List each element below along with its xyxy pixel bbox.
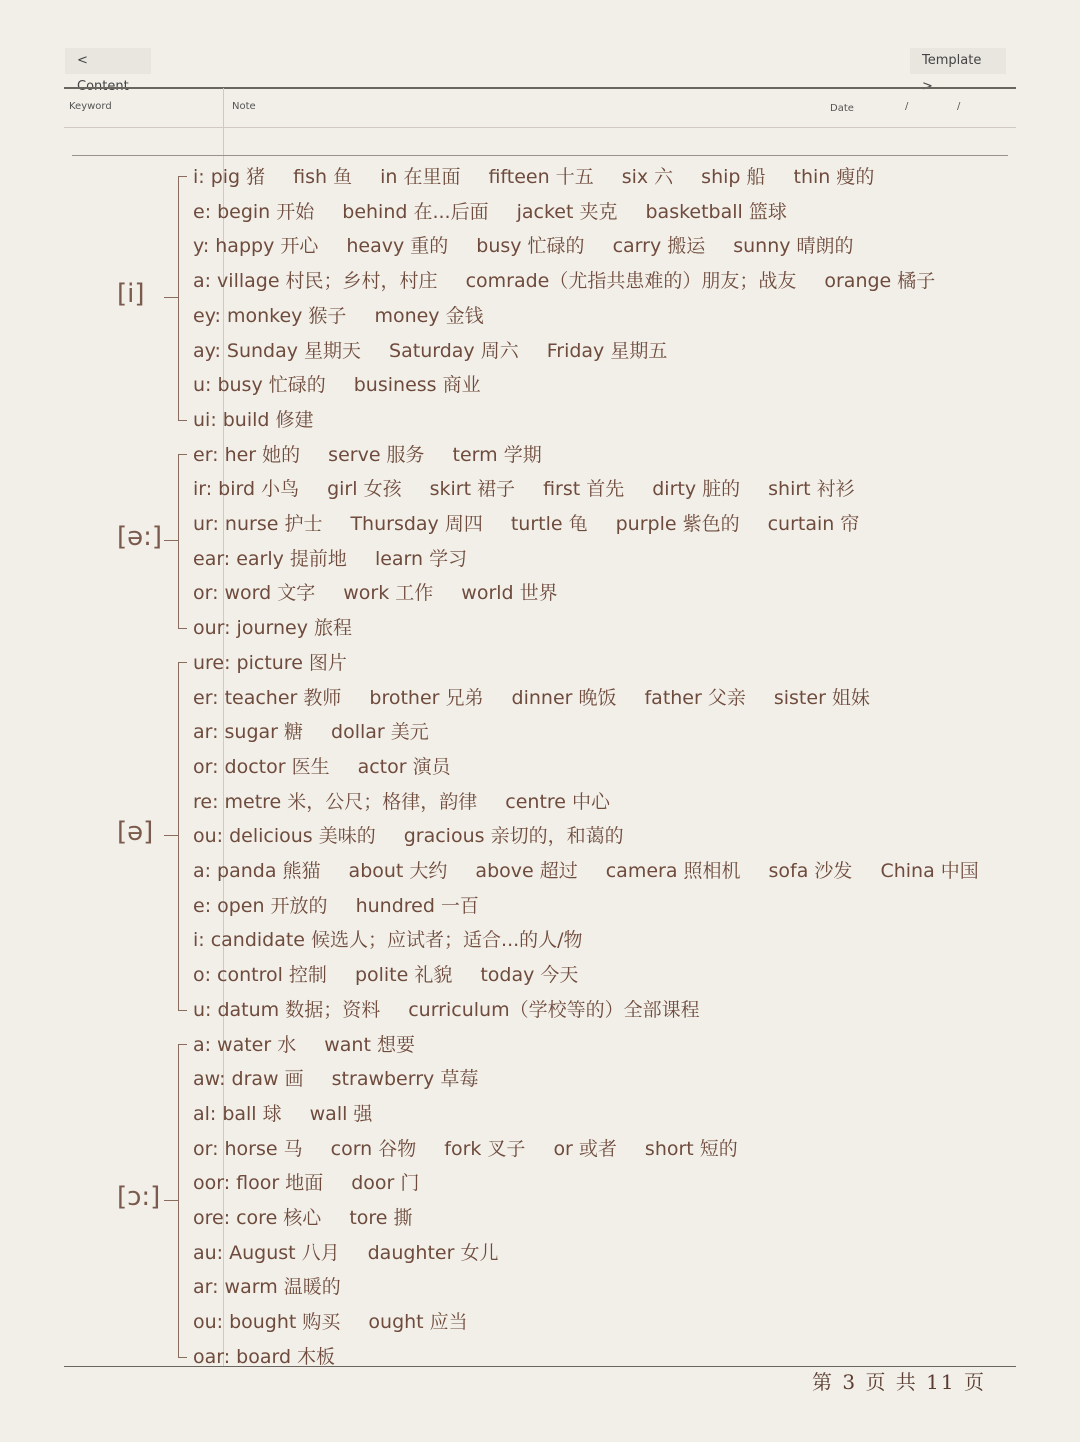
example-word: dinner 晚饭 bbox=[511, 686, 617, 709]
spelling-pattern: i: bbox=[193, 929, 205, 952]
example-word: turtle 龟 bbox=[510, 513, 588, 535]
example-word: Thursday 周四 bbox=[350, 513, 483, 535]
spelling-row bbox=[193, 1272, 341, 1302]
example-word: water 水 bbox=[217, 1033, 297, 1056]
spelling-pattern: ou: bbox=[193, 1311, 224, 1334]
example-word: first 首先 bbox=[543, 478, 625, 501]
spelling-pattern: ir: bbox=[193, 478, 213, 501]
spelling-row bbox=[193, 613, 352, 643]
spelling-row bbox=[193, 960, 578, 990]
example-word: thin 瘦的 bbox=[793, 166, 875, 188]
spelling-row bbox=[193, 266, 935, 296]
group-bracket bbox=[178, 176, 187, 421]
spelling-pattern: ar: bbox=[193, 1276, 219, 1299]
example-word: tore 撕 bbox=[349, 1207, 413, 1229]
example-word: term 学期 bbox=[452, 443, 542, 466]
spelling-pattern: er: bbox=[193, 443, 219, 466]
example-word: centre 中心 bbox=[505, 790, 611, 813]
example-word: door 门 bbox=[351, 1172, 420, 1195]
group-bracket-tick bbox=[164, 297, 178, 298]
example-word: fork 叉子 bbox=[444, 1137, 526, 1160]
example-word: ought 应当 bbox=[368, 1311, 468, 1334]
example-word: delicious 美味的 bbox=[229, 825, 376, 848]
example-word: behind 在...后面 bbox=[342, 200, 489, 223]
spelling-pattern: ou: bbox=[193, 825, 224, 848]
spelling-pattern: ay: bbox=[193, 339, 221, 362]
example-word: carry 搬运 bbox=[612, 235, 706, 258]
spelling-row bbox=[193, 197, 787, 227]
spelling-pattern: ey: bbox=[193, 304, 221, 327]
example-word: ship 船 bbox=[701, 166, 766, 188]
back-to-content-button[interactable]: < Content bbox=[65, 48, 151, 74]
spelling-pattern: ear: bbox=[193, 547, 231, 570]
template-button[interactable]: Template > bbox=[910, 48, 1006, 74]
example-word: board 木板 bbox=[236, 1345, 336, 1368]
spelling-row bbox=[193, 752, 451, 782]
date-separator: / bbox=[957, 101, 961, 112]
page-number: 第 3 页 共 11 页 bbox=[812, 1370, 986, 1394]
spelling-pattern: oar: bbox=[193, 1345, 231, 1368]
example-word: want 想要 bbox=[324, 1033, 415, 1056]
header-top-rule bbox=[64, 87, 1016, 89]
date-label: Date bbox=[830, 103, 854, 114]
spelling-row bbox=[193, 405, 314, 435]
example-word: father 父亲 bbox=[644, 686, 746, 709]
example-word: heavy 重的 bbox=[346, 235, 449, 258]
spelling-row bbox=[193, 683, 870, 713]
example-word: camera 照相机 bbox=[605, 860, 741, 882]
example-word: or 或者 bbox=[553, 1137, 617, 1160]
example-word: gracious 亲切的，和蔼的 bbox=[403, 825, 624, 848]
spelling-row bbox=[193, 162, 874, 192]
spelling-row bbox=[193, 336, 667, 366]
example-word: brother 兄弟 bbox=[369, 686, 484, 709]
example-word: business 商业 bbox=[353, 374, 481, 397]
example-word: journey 旅程 bbox=[236, 617, 352, 640]
example-word: early 提前地 bbox=[236, 547, 347, 570]
ipa-symbol: [ə:] bbox=[117, 522, 163, 553]
example-word: panda 熊猫 bbox=[217, 860, 321, 882]
spelling-pattern: ure: bbox=[193, 651, 231, 674]
example-word: skirt 裙子 bbox=[429, 478, 516, 501]
spelling-pattern: o: bbox=[193, 964, 212, 987]
spelling-pattern: or: bbox=[193, 582, 219, 605]
example-word: picture 图片 bbox=[236, 651, 347, 674]
example-word: corn 谷物 bbox=[330, 1137, 417, 1160]
spelling-row bbox=[193, 925, 583, 955]
example-word: metre 米，公尺；格律，韵律 bbox=[224, 790, 478, 813]
example-word: her 她的 bbox=[224, 443, 301, 466]
example-word: sunny 晴朗的 bbox=[733, 235, 854, 258]
spelling-row bbox=[193, 1134, 738, 1164]
example-word: begin 开始 bbox=[217, 200, 315, 223]
example-word: floor 地面 bbox=[236, 1172, 324, 1195]
example-word: ball 球 bbox=[222, 1102, 282, 1125]
spelling-row bbox=[193, 1203, 413, 1233]
example-word: dollar 美元 bbox=[331, 721, 429, 744]
example-word: actor 演员 bbox=[357, 755, 451, 778]
group-bracket-tick bbox=[164, 540, 178, 541]
example-word: datum 数据；资料 bbox=[217, 998, 381, 1021]
spelling-row bbox=[193, 474, 855, 504]
example-word: curtain 帘 bbox=[767, 513, 860, 535]
spelling-row bbox=[193, 301, 484, 331]
example-word: nurse 护士 bbox=[224, 513, 323, 535]
spelling-row bbox=[193, 1238, 498, 1268]
spelling-pattern: ur: bbox=[193, 513, 219, 535]
spelling-pattern: ore: bbox=[193, 1207, 231, 1229]
spelling-row bbox=[193, 544, 467, 574]
example-word: dirty 脏的 bbox=[652, 478, 741, 501]
example-word: village 村民；乡村，村庄 bbox=[217, 270, 438, 293]
spelling-row bbox=[193, 821, 624, 851]
example-word: teacher 教师 bbox=[224, 686, 342, 709]
example-word: shirt 衬衫 bbox=[768, 478, 855, 501]
spelling-row bbox=[193, 995, 700, 1025]
example-word: purple 紫色的 bbox=[615, 513, 740, 535]
spelling-pattern: re: bbox=[193, 790, 219, 813]
example-word: polite 礼貌 bbox=[354, 964, 453, 987]
example-word: August 八月 bbox=[229, 1241, 340, 1264]
spelling-pattern: our: bbox=[193, 617, 231, 640]
spelling-row bbox=[193, 1030, 415, 1060]
ipa-symbol: [ɔ:] bbox=[117, 1181, 161, 1212]
spelling-pattern: aw: bbox=[193, 1068, 226, 1091]
group-bracket bbox=[178, 662, 187, 1011]
example-word: strawberry 草莓 bbox=[331, 1068, 479, 1091]
example-word: Saturday 周六 bbox=[389, 339, 519, 362]
example-word: curriculum（学校等的）全部课程 bbox=[408, 998, 700, 1021]
date-separator: / bbox=[905, 101, 909, 112]
spelling-pattern: e: bbox=[193, 894, 212, 917]
example-word: Friday 星期五 bbox=[546, 339, 668, 362]
spelling-row bbox=[193, 1099, 372, 1129]
example-word: China 中国 bbox=[880, 860, 979, 882]
example-word: world 世界 bbox=[461, 582, 558, 605]
example-word: work 工作 bbox=[343, 582, 434, 605]
example-word: warm 温暖的 bbox=[224, 1276, 341, 1299]
example-word: jacket 夹克 bbox=[516, 200, 618, 223]
spelling-pattern: u: bbox=[193, 998, 212, 1021]
spelling-pattern: a: bbox=[193, 860, 212, 882]
example-word: bird 小鸟 bbox=[218, 478, 300, 501]
example-word: busy 忙碌的 bbox=[217, 374, 326, 397]
example-word: about 大约 bbox=[348, 860, 448, 882]
example-word: happy 开心 bbox=[215, 235, 319, 258]
example-word: sofa 沙发 bbox=[768, 860, 853, 882]
example-word: today 今天 bbox=[480, 964, 579, 987]
example-word: sugar 糖 bbox=[224, 721, 304, 744]
example-word: short 短的 bbox=[644, 1137, 738, 1160]
spelling-pattern: u: bbox=[193, 374, 212, 397]
example-word: learn 学习 bbox=[374, 547, 468, 570]
example-word: basketball 篮球 bbox=[645, 200, 787, 223]
ipa-symbol: [i] bbox=[117, 279, 145, 310]
example-word: bought 购买 bbox=[229, 1311, 341, 1334]
example-word: horse 马 bbox=[224, 1137, 303, 1160]
spelling-pattern: al: bbox=[193, 1102, 217, 1125]
spelling-pattern: er: bbox=[193, 686, 219, 709]
spelling-row bbox=[193, 891, 479, 921]
spelling-pattern: au: bbox=[193, 1241, 224, 1264]
example-word: fish 鱼 bbox=[293, 166, 353, 188]
example-word: open 开放的 bbox=[217, 894, 328, 917]
example-word: monkey 猴子 bbox=[226, 304, 347, 327]
spelling-pattern: e: bbox=[193, 200, 212, 223]
group-bracket bbox=[178, 1044, 187, 1358]
example-word: pig 猪 bbox=[210, 166, 266, 188]
example-word: six 六 bbox=[621, 166, 674, 188]
spelling-row bbox=[193, 1307, 468, 1337]
spelling-row bbox=[193, 856, 979, 886]
spelling-row bbox=[193, 440, 542, 470]
group-bracket-tick bbox=[164, 1200, 178, 1201]
example-word: comrade（尤指共患难的）朋友；战友 bbox=[465, 270, 797, 293]
example-word: sister 姐妹 bbox=[773, 686, 870, 709]
example-word: fifteen 十五 bbox=[488, 166, 594, 188]
example-word: in 在里面 bbox=[380, 166, 461, 188]
spelling-row bbox=[193, 1168, 419, 1198]
group-bracket bbox=[178, 454, 187, 630]
spelling-row bbox=[193, 509, 859, 539]
spelling-row bbox=[193, 231, 854, 261]
spelling-pattern: a: bbox=[193, 1033, 212, 1056]
spelling-pattern: ar: bbox=[193, 721, 219, 744]
example-word: doctor 医生 bbox=[224, 755, 330, 778]
example-word: core 核心 bbox=[236, 1207, 322, 1229]
spelling-pattern: y: bbox=[193, 235, 210, 258]
spelling-row bbox=[193, 787, 610, 817]
spelling-pattern: a: bbox=[193, 270, 212, 293]
example-word: draw 画 bbox=[231, 1068, 304, 1091]
example-word: above 超过 bbox=[475, 860, 578, 882]
spelling-row bbox=[193, 717, 429, 747]
example-word: daughter 女儿 bbox=[367, 1241, 499, 1264]
example-word: girl 女孩 bbox=[327, 478, 402, 501]
example-word: candidate 候选人；应试者；适合...的人/物 bbox=[210, 929, 583, 952]
example-word: word 文字 bbox=[224, 582, 316, 605]
header-bottom-rule bbox=[64, 127, 1016, 128]
spelling-pattern: oor: bbox=[193, 1172, 231, 1195]
keyword-label: Keyword bbox=[69, 101, 112, 112]
content-top-rule bbox=[72, 155, 1008, 156]
spelling-pattern: ui: bbox=[193, 408, 217, 431]
example-word: orange 橘子 bbox=[824, 270, 936, 293]
example-word: wall 强 bbox=[309, 1102, 373, 1125]
spelling-row bbox=[193, 1342, 335, 1372]
spelling-pattern: or: bbox=[193, 755, 219, 778]
ipa-symbol: [ə] bbox=[117, 817, 154, 848]
spelling-row bbox=[193, 370, 481, 400]
note-label: Note bbox=[232, 101, 256, 112]
spelling-row bbox=[193, 648, 347, 678]
example-word: Sunday 星期天 bbox=[226, 339, 362, 362]
example-word: busy 忙碌的 bbox=[476, 235, 585, 258]
spelling-row bbox=[193, 1064, 478, 1094]
example-word: hundred 一百 bbox=[355, 894, 479, 917]
spelling-pattern: or: bbox=[193, 1137, 219, 1160]
group-bracket-tick bbox=[164, 835, 178, 836]
example-word: build 修建 bbox=[222, 408, 314, 431]
example-word: serve 服务 bbox=[328, 443, 425, 466]
spelling-pattern: i: bbox=[193, 166, 205, 188]
example-word: control 控制 bbox=[217, 964, 327, 987]
example-word: money 金钱 bbox=[374, 304, 484, 327]
spelling-row bbox=[193, 578, 558, 608]
